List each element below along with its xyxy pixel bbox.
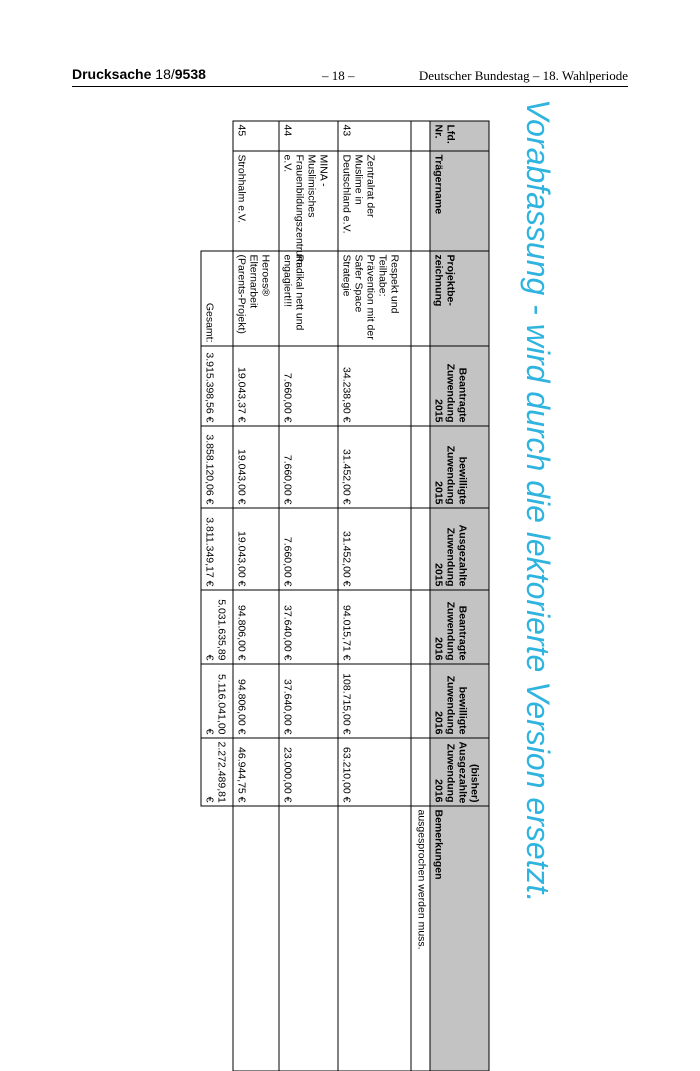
cell-beantragt-2015: 34.238,90 €: [338, 346, 411, 426]
cell-total-ausgezahlt-2016: 2.272.489,81 €: [201, 738, 233, 806]
cell-total-beantragt-2016: 5.031.635,89 €: [201, 590, 233, 664]
header-traeger: Trägername: [430, 151, 489, 251]
header-nr: Lfd. Nr.: [430, 121, 489, 151]
cell-bewilligt-2016: 94.806,00 €: [233, 664, 279, 738]
funding-table-rotated: [201, 120, 490, 970]
cell-empty: [201, 121, 233, 151]
header-beantragt-2015: Beantragte Zuwendung 2015: [430, 346, 489, 426]
table-row: [279, 121, 338, 1071]
cell-bemerkungen: [233, 806, 279, 1071]
cell-empty: [411, 738, 430, 806]
cell-beantragt-2016: 94.806,00 €: [233, 590, 279, 664]
cell-bewilligt-2015: 31.452,00 €: [338, 426, 411, 508]
cell-ausgezahlt-2015: 31.452,00 €: [338, 508, 411, 590]
cell-bewilligt-2016: 108.715,00 €: [338, 664, 411, 738]
cell-projekt: Respekt und Teilhabe: Prävention mit der Safer Space Strategie: [338, 251, 411, 346]
cell-empty: [411, 664, 430, 738]
cell-empty: [411, 508, 430, 590]
cell-projekt: Radikal nett und engagiert!!!: [279, 251, 338, 346]
cell-total-bewilligt-2015: 3.858.120,06 €: [201, 426, 233, 508]
cell-empty: [411, 121, 430, 151]
table-header-row: [430, 121, 489, 1071]
cell-empty: [411, 346, 430, 426]
cell-ausgezahlt-2016: 46.944,75 €: [233, 738, 279, 806]
cell-ausgezahlt-2016: 63.210,00 €: [338, 738, 411, 806]
header-ausgezahlt-2016: (bisher) Ausgezahlte Zuwendung 2016: [430, 738, 489, 806]
cell-traeger: MINA - Muslimisches Frauenbildungszentrum e.V.: [279, 151, 338, 251]
header-bewilligt-2015: bewilligte Zuwendung 2015: [430, 426, 489, 508]
page-header: [72, 66, 628, 86]
cell-traeger: Zentralrat der Muslime in Deutschland e.V.: [338, 151, 411, 251]
page-number: – 18 –: [322, 68, 355, 83]
cell-empty: [411, 426, 430, 508]
cell-empty: [201, 151, 233, 251]
table-row: [338, 121, 411, 1071]
cell-bewilligt-2015: 19.043,00 €: [233, 426, 279, 508]
cell-beantragt-2016: 37.640,00 €: [279, 590, 338, 664]
cell-bemerkungen: [279, 806, 338, 1071]
cell-empty: [201, 806, 233, 1071]
cell-traeger: Strohhalm e.V.: [233, 151, 279, 251]
document-number-prefix: 18/: [155, 66, 175, 82]
document-type: Drucksache: [72, 66, 152, 82]
table-row-continuation: [411, 121, 430, 1071]
cell-beantragt-2015: 19.043,37 €: [233, 346, 279, 426]
header-bewilligt-2016: bewilligte Zuwendung 2016: [430, 664, 489, 738]
cell-projekt: Heroes® Elternarbeit (Parents-Projekt): [233, 251, 279, 346]
header-ausgezahlt-2015: Ausgezahlte Zuwendung 2015: [430, 508, 489, 590]
cell-bemerkungen: ausgesprochen werden muss.: [411, 806, 430, 1071]
legislative-period: Deutscher Bundestag – 18. Wahlperiode: [418, 68, 628, 83]
cell-empty: [411, 251, 430, 346]
cell-total-bewilligt-2016: 5.116.041,00 €: [201, 664, 233, 738]
cell-bewilligt-2016: 37.640,00 €: [279, 664, 338, 738]
cell-nr: 45: [233, 121, 279, 151]
cell-empty: [411, 151, 430, 251]
cell-nr: 44: [279, 121, 338, 151]
cell-bemerkungen: [338, 806, 411, 1071]
cell-empty: [411, 590, 430, 664]
cell-beantragt-2016: 94.015,71 €: [338, 590, 411, 664]
cell-nr: 43: [338, 121, 411, 151]
cell-beantragt-2015: 7.660,00 €: [279, 346, 338, 426]
document-label: [72, 66, 206, 82]
header-rule: [72, 86, 628, 87]
document-number: [155, 66, 206, 82]
table-totals-row: [201, 121, 233, 1071]
cell-bewilligt-2015: 7.660,00 €: [279, 426, 338, 508]
header-projekt: Projektbe-zeichnung: [430, 251, 489, 346]
watermark: Vorabfassung - wird durch die lektorierte Version ersetzt.: [520, 99, 556, 903]
cell-total-beantragt-2015: 3.915.398,56 €: [201, 346, 233, 426]
cell-total-ausgezahlt-2015: 3.811.349,17 €: [201, 508, 233, 590]
document-number-main: 9538: [174, 66, 206, 82]
funding-table: [201, 120, 490, 1071]
header-beantragt-2016: Beantragte Zuwendung 2016: [430, 590, 489, 664]
cell-ausgezahlt-2015: 7.660,00 €: [279, 508, 338, 590]
table-row: [233, 121, 279, 1071]
cell-total-label: Gesamt:: [201, 251, 233, 346]
cell-ausgezahlt-2015: 19.043,00 €: [233, 508, 279, 590]
header-bemerkungen: Bemerkungen: [430, 806, 489, 1071]
cell-ausgezahlt-2016: 23.000,00 €: [279, 738, 338, 806]
